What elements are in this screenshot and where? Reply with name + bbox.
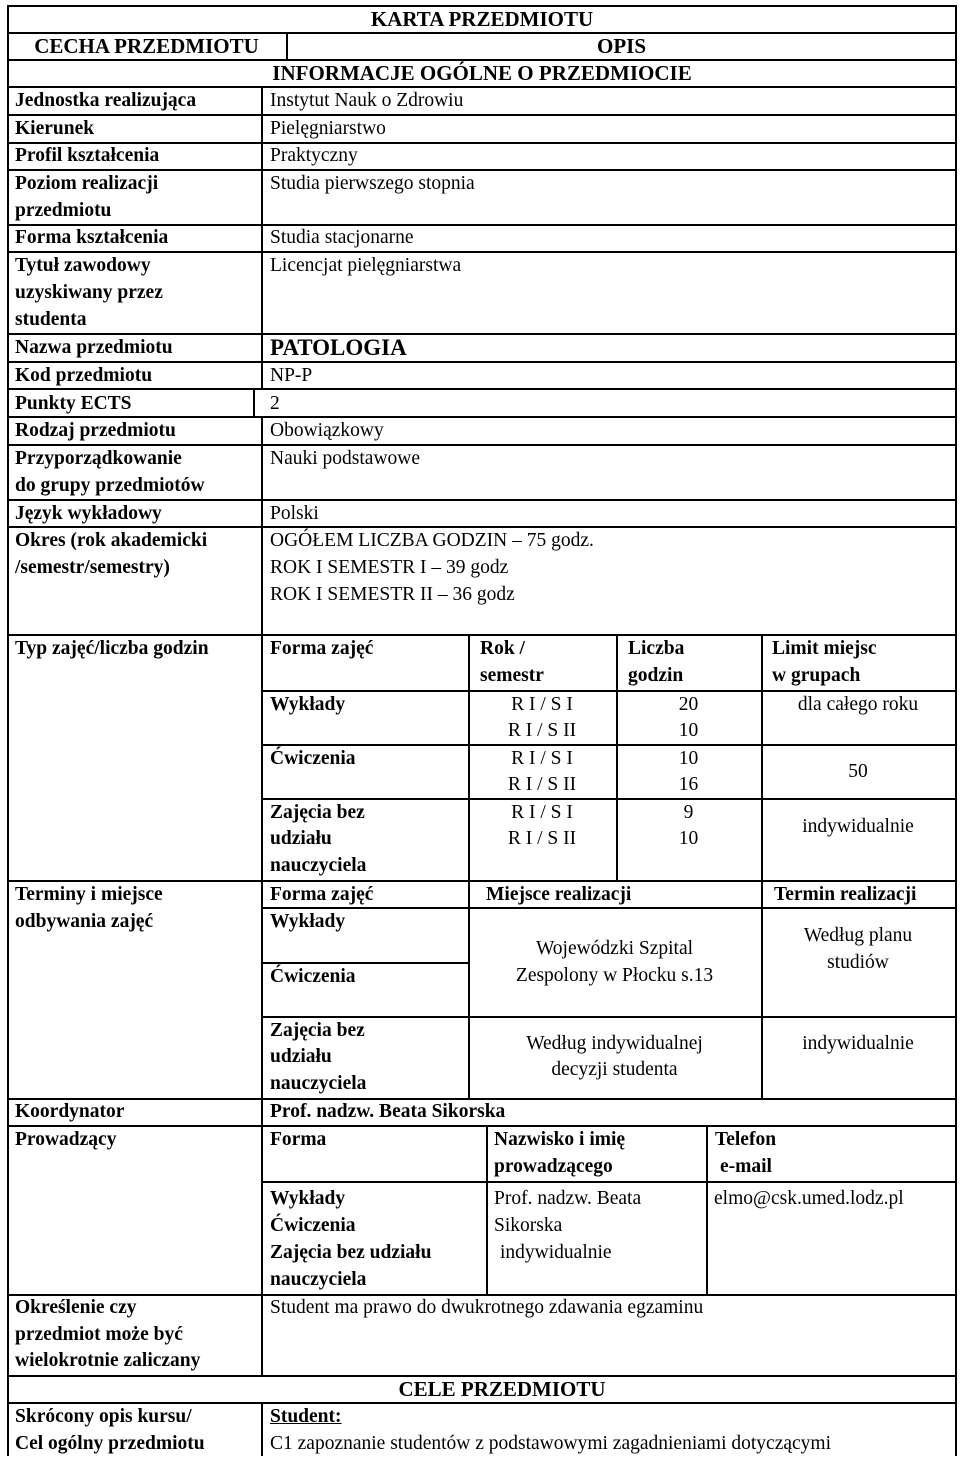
year-exercises-1: R I / S I — [511, 748, 573, 769]
value-field-of-study: Pielęgniarstwo — [270, 118, 386, 139]
teachers-header-contact: Telefon — [715, 1129, 777, 1150]
label-profile: Profil kształcenia — [15, 145, 160, 166]
value-period-total: OGÓŁEM LICZBA GODZIN – 75 godz. — [270, 530, 594, 551]
column-header-description: OPIS — [596, 34, 646, 58]
terms-form-exercises: Ćwiczenia — [270, 966, 356, 987]
teachers-form-self: Zajęcia bez udziału — [270, 1242, 432, 1263]
label-period-2: /semestr/semestry) — [15, 557, 170, 578]
form-self-study-2: udziału — [270, 828, 332, 849]
card-title: KARTA PRZEDMIOTU — [370, 7, 594, 31]
teachers-header-contact-2: e-mail — [720, 1156, 772, 1177]
rule — [7, 1125, 957, 1127]
form-lectures: Wykłady — [270, 694, 346, 715]
value-degree: Licencjat pielęgniarstwa — [270, 255, 462, 276]
value-profile: Praktyczny — [270, 145, 358, 166]
teachers-header-name-2: prowadzącego — [494, 1156, 613, 1177]
value-form-of-study: Studia stacjonarne — [270, 227, 414, 248]
year-lectures-1: R I / S I — [511, 694, 573, 715]
rule — [761, 880, 763, 1098]
label-terms-2: odbywania zajęć — [15, 911, 154, 932]
border-left — [7, 5, 9, 1456]
label-course-type: Rodzaj przedmiotu — [15, 420, 176, 441]
hours-lectures-1: 20 — [678, 694, 699, 715]
terms-place: Wojewódzki Szpital — [535, 938, 694, 959]
header-form: Forma zajęć — [270, 638, 374, 659]
rule — [261, 1181, 957, 1183]
goal-c1: C1 zapoznanie studentów z podstawowymi zagadnieniami dotyczącymi — [270, 1433, 831, 1454]
label-group: Przyporządkowanie — [15, 448, 182, 469]
label-period: Okres (rok akademicki — [15, 530, 208, 551]
year-self-study-2: R I / S II — [507, 828, 577, 849]
terms-form-lectures: Wykłady — [270, 911, 346, 932]
hours-self-study-1: 9 — [683, 802, 694, 823]
terms-header-form: Forma zajęć — [270, 884, 374, 905]
label-ects: Punkty ECTS — [15, 393, 132, 414]
label-unit: Jednostka realizująca — [15, 90, 197, 111]
terms-term-self: indywidualnie — [802, 1033, 914, 1054]
terms-place-self-2: decyzji studenta — [551, 1059, 678, 1080]
terms-place-self: Według indywidualnej — [526, 1033, 703, 1054]
goals-student: Student: — [270, 1406, 342, 1427]
limit-self-study: indywidualnie — [802, 816, 914, 837]
teacher-email[interactable]: elmo@csk.umed.lodz.pl — [714, 1188, 904, 1209]
teachers-form-self-2: nauczyciela — [270, 1269, 367, 1290]
value-unit: Instytut Nauk o Zdrowiu — [270, 90, 464, 111]
rule — [261, 1098, 263, 1294]
rule — [261, 1402, 263, 1456]
border-right — [955, 5, 957, 1456]
teacher-name: Prof. nadzw. Beata — [494, 1188, 642, 1209]
hours-self-study-2: 10 — [678, 828, 699, 849]
label-course-summary: Skrócony opis kursu/ — [15, 1406, 192, 1427]
terms-place-2: Zespolony w Płocku s.13 — [515, 965, 714, 986]
column-header-feature: CECHA PRZEDMIOTU — [34, 34, 259, 58]
value-coordinator: Prof. nadzw. Beata Sikorska — [270, 1101, 506, 1122]
rule — [261, 86, 263, 388]
rule — [7, 114, 957, 116]
hours-lectures-2: 10 — [678, 720, 699, 741]
header-limit: Limit miejsc — [772, 638, 877, 659]
value-course-name: PATOLOGIA — [270, 335, 407, 360]
form-self-study: Zajęcia bez — [270, 802, 365, 823]
value-group: Nauki podstawowe — [270, 448, 421, 469]
label-level: Poziom realizacji — [15, 173, 159, 194]
value-ects: 2 — [270, 393, 280, 414]
label-course-name: Nazwa przedmiotu — [15, 337, 173, 358]
limit-lectures: dla całego roku — [797, 694, 919, 715]
label-class-type: Typ zajęć/liczba godzin — [15, 638, 209, 659]
year-exercises-2: R I / S II — [507, 774, 577, 795]
form-exercises: Ćwiczenia — [270, 748, 356, 769]
rule — [261, 634, 263, 880]
label-retake-3: wielokrotnie zaliczany — [15, 1350, 201, 1371]
label-form-of-study: Forma kształcenia — [15, 227, 169, 248]
header-limit-2: w grupach — [772, 665, 861, 686]
terms-term: Według planu — [803, 925, 913, 946]
label-terms: Terminy i miejsce — [15, 884, 163, 905]
teachers-form-exercises: Ćwiczenia — [270, 1215, 356, 1236]
terms-form-self-3: nauczyciela — [270, 1073, 367, 1094]
terms-form-self-2: udziału — [270, 1046, 332, 1067]
rule — [486, 1125, 488, 1294]
header-year-2: semestr — [480, 665, 544, 686]
label-language: Język wykładowy — [15, 503, 162, 524]
section-title-goals: CELE PRZEDMIOTU — [398, 1377, 606, 1401]
label-degree-3: studenta — [15, 309, 87, 330]
terms-header-place: Miejsce realizacji — [486, 884, 632, 905]
year-lectures-2: R I / S II — [507, 720, 577, 741]
teachers-header-form: Forma — [270, 1129, 327, 1150]
terms-term-2: studiów — [827, 952, 889, 973]
teachers-header-name: Nazwisko i imię — [494, 1129, 626, 1150]
value-period-sem2: ROK I SEMESTR II – 36 godz — [270, 584, 515, 605]
label-degree-2: uzyskiwany przez — [15, 282, 163, 303]
label-course-code: Kod przedmiotu — [15, 365, 153, 386]
label-field-of-study: Kierunek — [15, 118, 95, 139]
hours-exercises-2: 16 — [678, 774, 699, 795]
terms-header-term: Termin realizacji — [774, 884, 917, 905]
value-course-code: NP-P — [270, 365, 313, 386]
label-coordinator: Koordynator — [15, 1101, 125, 1122]
teachers-form-lectures: Wykłady — [270, 1188, 346, 1209]
rule — [261, 416, 263, 634]
value-language: Polski — [270, 503, 319, 524]
rule — [253, 388, 255, 416]
label-course-summary-2: Cel ogólny przedmiotu — [15, 1433, 205, 1454]
rule — [761, 634, 763, 880]
value-retake: Student ma prawo do dwukrotnego zdawania egzaminu — [270, 1297, 704, 1318]
form-self-study-3: nauczyciela — [270, 855, 367, 876]
teacher-name-self: indywidualnie — [500, 1242, 612, 1263]
value-level: Studia pierwszego stopnia — [270, 173, 475, 194]
year-self-study-1: R I / S I — [511, 802, 573, 823]
header-hours: Liczba — [628, 638, 685, 659]
rule — [261, 1016, 957, 1018]
rule — [261, 1294, 263, 1375]
header-hours-2: godzin — [628, 665, 684, 686]
label-group-2: do grupy przedmiotów — [15, 475, 205, 496]
limit-exercises: 50 — [848, 761, 868, 782]
label-teachers: Prowadzący — [15, 1129, 117, 1150]
value-period-sem1: ROK I SEMESTR I – 39 godz — [270, 557, 509, 578]
rule — [261, 880, 263, 1098]
section-title-general-info: INFORMACJE OGÓLNE O PRZEDMIOCIE — [272, 61, 692, 85]
label-degree: Tytuł zawodowy — [15, 255, 151, 276]
hours-exercises-1: 10 — [678, 748, 699, 769]
teacher-name-2: Sikorska — [494, 1215, 563, 1236]
label-retake-2: przedmiot może być — [15, 1324, 183, 1345]
label-level-2: przedmiotu — [15, 200, 112, 221]
rule — [706, 1125, 708, 1294]
label-retake: Określenie czy — [15, 1297, 137, 1318]
header-year: Rok / — [480, 638, 525, 659]
value-course-type: Obowiązkowy — [270, 420, 384, 441]
terms-form-self: Zajęcia bez — [270, 1020, 365, 1041]
